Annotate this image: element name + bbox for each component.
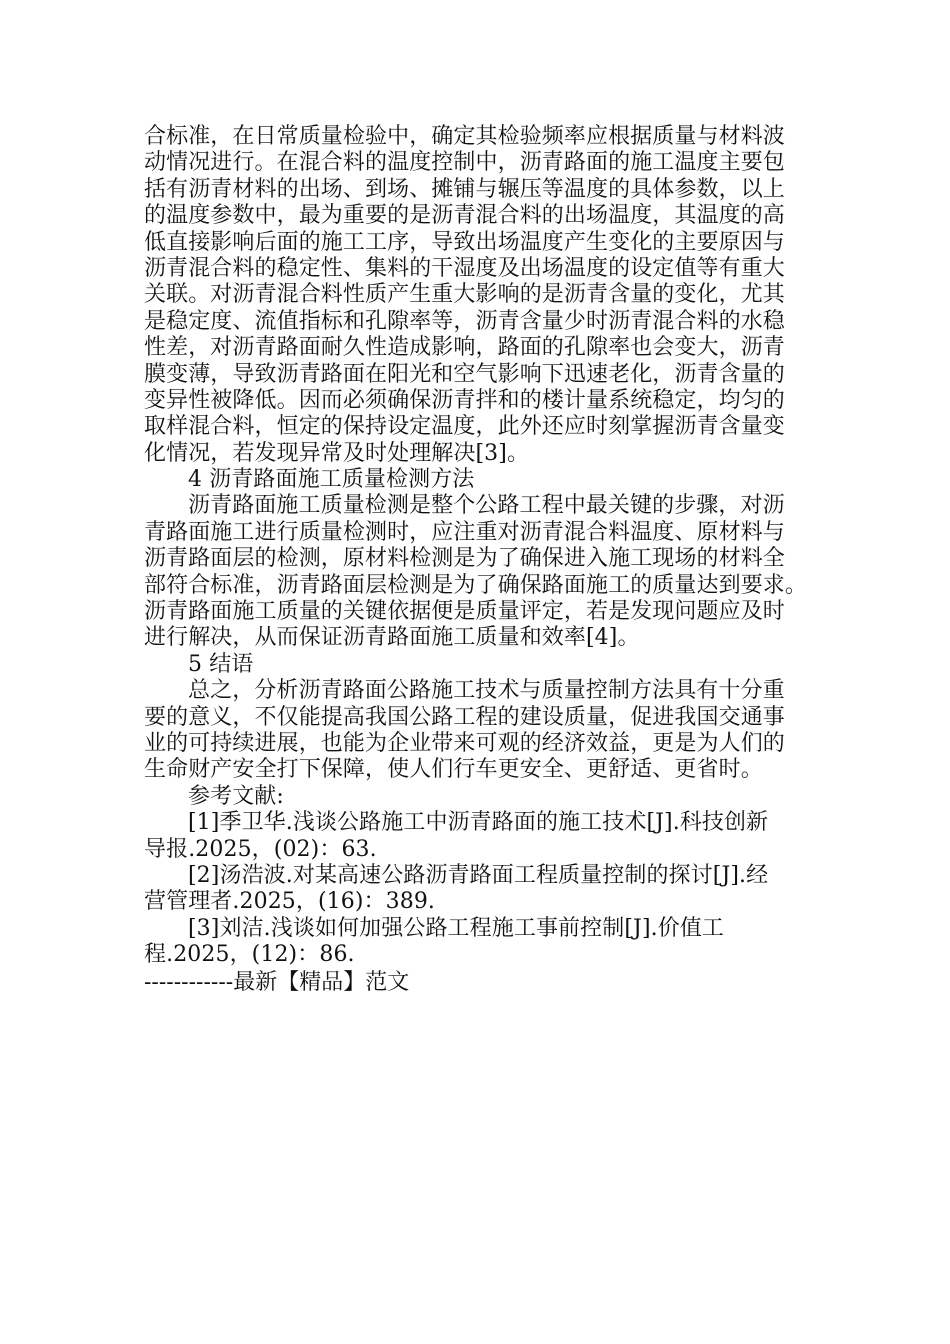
text-line: 沥青混合料的稳定性、集料的干湿度及出场温度的设定值等有重大 — [144, 255, 785, 281]
reference-item-continuation: 导报.2025，(02)：63. — [144, 836, 377, 862]
references-list — [144, 810, 812, 968]
text-line: 化情况，若发现异常及时处理解决[3]。 — [144, 440, 530, 466]
paragraph-section3-tail — [144, 124, 812, 467]
text-line: 膜变薄，导致沥青路面在阳光和空气影响下迅速老化，沥青含量的 — [144, 361, 785, 387]
text-line: 进行解决，从而保证沥青路面施工质量和效率[4]。 — [144, 625, 640, 651]
reference-item: [2]汤浩波.对某高速公路沥青路面工程质量控制的探讨[J].经 — [188, 862, 769, 888]
paragraph-section4 — [144, 493, 812, 651]
reference-item-continuation: 营管理者.2025，(16)：389. — [144, 889, 436, 915]
section-heading: 5 结语 — [188, 651, 254, 677]
text-line: 性差，对沥青路面耐久性造成影响，路面的孔隙率也会变大，沥青 — [144, 335, 785, 361]
footer-text: ------------最新【精品】范文 — [144, 970, 410, 995]
section-heading: 4 沥青路面施工质量检测方法 — [188, 467, 475, 493]
references-heading: 参考文献: — [188, 783, 284, 809]
document-body — [144, 124, 812, 969]
reference-item-continuation: 程.2025，(12)：86. — [144, 942, 355, 968]
text-line: 动情况进行。在混合料的温度控制中，沥青路面的施工温度主要包 — [144, 150, 785, 176]
text-line: 部符合标准，沥青路面层检测是为了确保路面施工的质量达到要求。 — [144, 572, 808, 598]
reference-item: [1]季卫华.浅谈公路施工中沥青路面的施工技术[J].科技创新 — [188, 810, 769, 836]
paragraph-section5 — [144, 678, 812, 784]
reference-item: [3]刘洁.浅谈如何加强公路工程施工事前控制[J].价值工 — [188, 915, 725, 941]
text-line: 合标准，在日常质量检验中，确定其检验频率应根据质量与材料波 — [144, 124, 785, 149]
text-line: 是稳定度、流值指标和孔隙率等，沥青含量少时沥青混合料的水稳 — [144, 308, 785, 334]
text-line: 取样混合料，恒定的保持设定温度，此外还应时刻掌握沥青含量变 — [144, 414, 785, 440]
text-line: 沥青路面施工质量检测是整个公路工程中最关键的步骤，对沥 — [188, 493, 785, 519]
text-line: 变异性被降低。因而必须确保沥青拌和的楼计量系统稳定，均匀的 — [144, 387, 785, 413]
text-line: 的温度参数中，最为重要的是沥青混合料的出场温度，其温度的高 — [144, 203, 785, 229]
text-line: 生命财产安全打下保障，使人们行车更安全、更舒适、更省时。 — [144, 757, 763, 783]
text-line: 业的可持续进展，也能为企业带来可观的经济效益，更是为人们的 — [144, 730, 785, 756]
text-line: 低直接影响后面的施工工序，导致出场温度产生变化的主要原因与 — [144, 229, 785, 255]
text-line: 要的意义，不仅能提高我国公路工程的建设质量，促进我国交通事 — [144, 704, 785, 730]
text-line: 沥青路面施工质量的关键依据便是质量评定，若是发现问题应及时 — [144, 599, 785, 625]
text-line: 关联。对沥青混合料性质产生重大影响的是沥青含量的变化，尤其 — [144, 282, 785, 308]
text-line: 括有沥青材料的出场、到场、摊铺与辗压等温度的具体参数，以上 — [144, 176, 785, 202]
text-line: 总之，分析沥青路面公路施工技术与质量控制方法具有十分重 — [188, 678, 785, 704]
text-line: 沥青路面层的检测，原材料检测是为了确保进入施工现场的材料全 — [144, 546, 785, 572]
text-line: 青路面施工进行质量检测时，应注重对沥青混合料温度、原材料与 — [144, 519, 785, 545]
